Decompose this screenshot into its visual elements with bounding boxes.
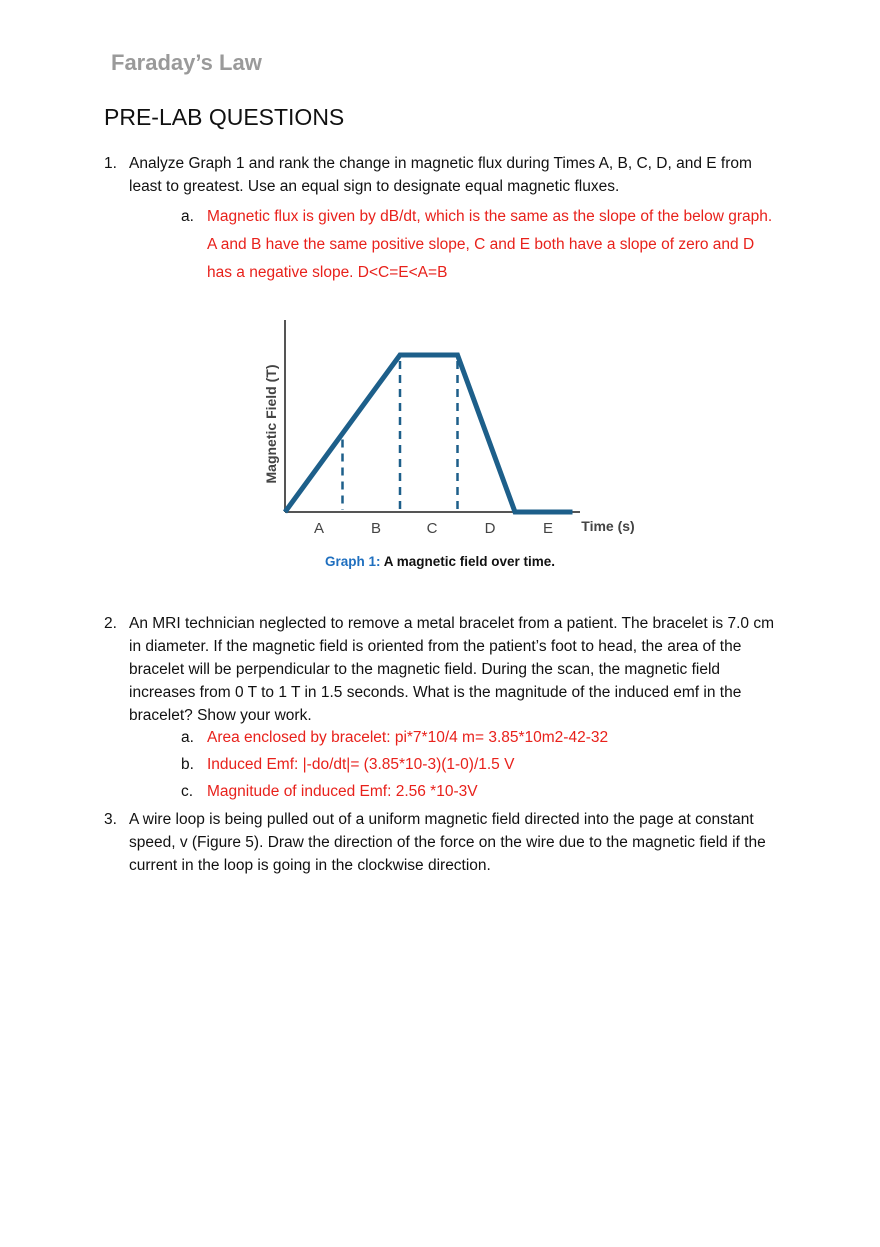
question-text: A wire loop is being pulled out of a uniform magnetic field directed into the page at constant speed, v (Figure 5). Draw the direction of the force on the wire due to the magnetic field if the current in the loop is going in the clockwise direction. (129, 811, 766, 874)
question-2 (104, 612, 784, 727)
question-1 (104, 152, 784, 198)
answer-1a (181, 203, 781, 287)
answer-text: Magnetic flux is given by dB/dt, which is the same as the slope of the below graph. A and B have the same positive slope, C and E both have a slope of zero and D has a negative slope. D<C=E<A=B (207, 208, 773, 281)
tick-label-d: D (484, 520, 496, 537)
y-axis-label: Magnetic Field (T) (263, 364, 279, 484)
answer-text: Induced Emf: |-do/dt|= (3.85*10-3)(1-0)/1.5 V (207, 756, 515, 773)
segment-dividers (343, 361, 458, 510)
graph-caption (0, 554, 880, 569)
answer-2c (181, 780, 781, 803)
question-text: An MRI technician neglected to remove a metal bracelet from a patient. The bracelet is 7.0 cm in diameter. If the magnetic field is oriented from the patient’s foot to head, the area of the bracelet will be perpendicular to the magnetic field. During the scan, the magnetic field increases from 0 T to 1 T in 1.5 seconds. What is the magnitude of the induced emf in the bracelet? Show your work. (129, 615, 775, 724)
answer-letter: a. (181, 729, 194, 746)
caption-text: A magnetic field over time. (380, 554, 556, 569)
field-line (285, 355, 573, 512)
question-3 (104, 808, 784, 877)
answer-text: Area enclosed by bracelet: pi*7*10/4 m= 3.85*10m2-42-32 (207, 729, 609, 746)
answer-text: Magnitude of induced Emf: 2.56 *10-3V (207, 783, 478, 800)
tick-label-a: A (313, 520, 325, 537)
answer-letter: a. (181, 208, 194, 225)
caption-label: Graph 1: (324, 554, 381, 569)
x-axis-label: Time (s) (581, 518, 635, 534)
question-number: 3. (104, 811, 117, 828)
tick-label-b: B (370, 520, 382, 537)
question-number: 1. (104, 155, 117, 172)
question-number: 2. (104, 615, 117, 632)
section-heading: PRE-LAB QUESTIONS (104, 104, 345, 130)
magnetic-field-graph (250, 312, 650, 542)
answer-letter: b. (181, 756, 194, 773)
header-title: Faraday’s Law (111, 50, 262, 75)
question-text: Analyze Graph 1 and rank the change in magnetic flux during Times A, B, C, D, and E from least to greatest. Use an equal sign to designate equal magnetic fluxes. (129, 155, 752, 195)
tick-label-c: C (426, 520, 438, 537)
tick-label-e: E (542, 520, 554, 537)
answer-letter: c. (181, 783, 194, 800)
answer-2b (181, 753, 781, 776)
answer-2a (181, 726, 781, 749)
